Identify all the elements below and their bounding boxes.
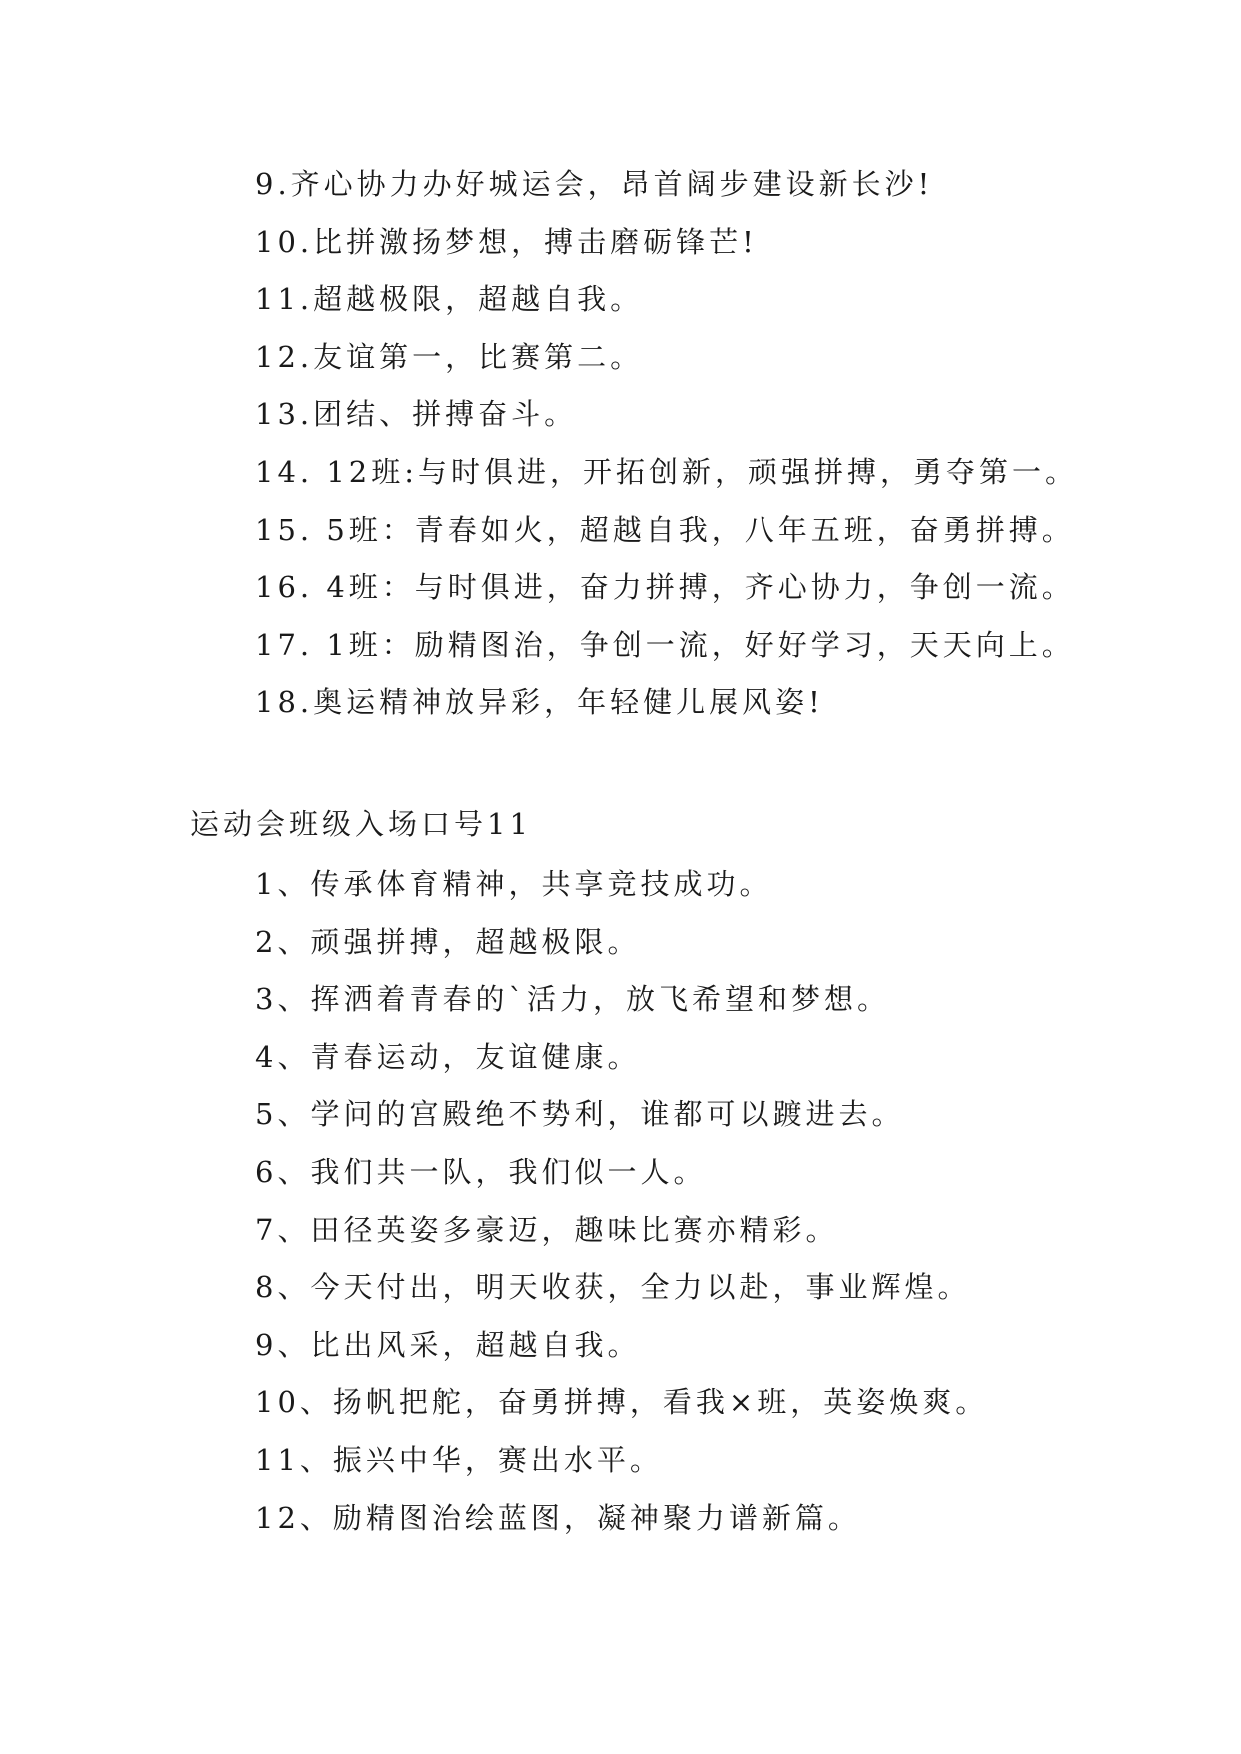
list-item: 1、传承体育精神，共享竞技成功。 bbox=[255, 867, 773, 901]
list-item: 4、青春运动，友谊健康。 bbox=[255, 1039, 641, 1074]
list-item: 15. 5班：青春如火，超越自我，八年五班，奋勇拼搏。 bbox=[255, 512, 1075, 547]
list-item: 14. 12班:与时俱进，开拓创新，顽强拼搏，勇夺第一。 bbox=[255, 454, 1079, 489]
section-heading: 运动会班级入场口号11 bbox=[190, 807, 532, 841]
list-item: 9、比出风采，超越自我。 bbox=[255, 1327, 641, 1362]
list-item: 7、田径英姿多豪迈，趣味比赛亦精彩。 bbox=[255, 1212, 839, 1247]
list-item: 18.奥运精神放异彩，年轻健儿展风姿! bbox=[255, 685, 824, 720]
list-item: 16. 4班：与时俱进，奋力拼搏，齐心协力，争创一流。 bbox=[255, 570, 1075, 605]
list-item: 12.友谊第一，比赛第二。 bbox=[255, 339, 644, 374]
list-item: 11、振兴中华，赛出水平。 bbox=[255, 1442, 663, 1477]
list-item: 3、挥洒着青春的`活力，放飞希望和梦想。 bbox=[255, 982, 890, 1017]
list-item: 2、顽强拼搏，超越极限。 bbox=[255, 924, 641, 959]
list-item: 11.超越极限，超越自我。 bbox=[255, 282, 644, 317]
list-item: 5、学问的宫殿绝不势利，谁都可以踱进去。 bbox=[255, 1097, 905, 1132]
slogan-list-part2 bbox=[255, 856, 988, 1547]
list-item: 8、今天付出，明天收获，全力以赴，事业辉煌。 bbox=[255, 1270, 971, 1305]
list-item: 9.齐心协力办好城运会，昂首阔步建设新长沙! bbox=[255, 167, 934, 201]
slogan-list-part1 bbox=[255, 156, 1078, 732]
list-item: 10、扬帆把舵，奋勇拼搏，看我×班，英姿焕爽。 bbox=[255, 1385, 989, 1420]
list-item: 10.比拼激扬梦想，搏击磨砺锋芒! bbox=[255, 224, 758, 259]
list-item: 17. 1班：励精图治，争创一流，好好学习，天天向上。 bbox=[255, 627, 1075, 662]
list-item: 6、我们共一队，我们似一人。 bbox=[255, 1154, 707, 1189]
list-item: 12、励精图治绘蓝图，凝神聚力谱新篇。 bbox=[255, 1500, 861, 1535]
list-item: 13.团结、拼搏奋斗。 bbox=[255, 397, 578, 432]
